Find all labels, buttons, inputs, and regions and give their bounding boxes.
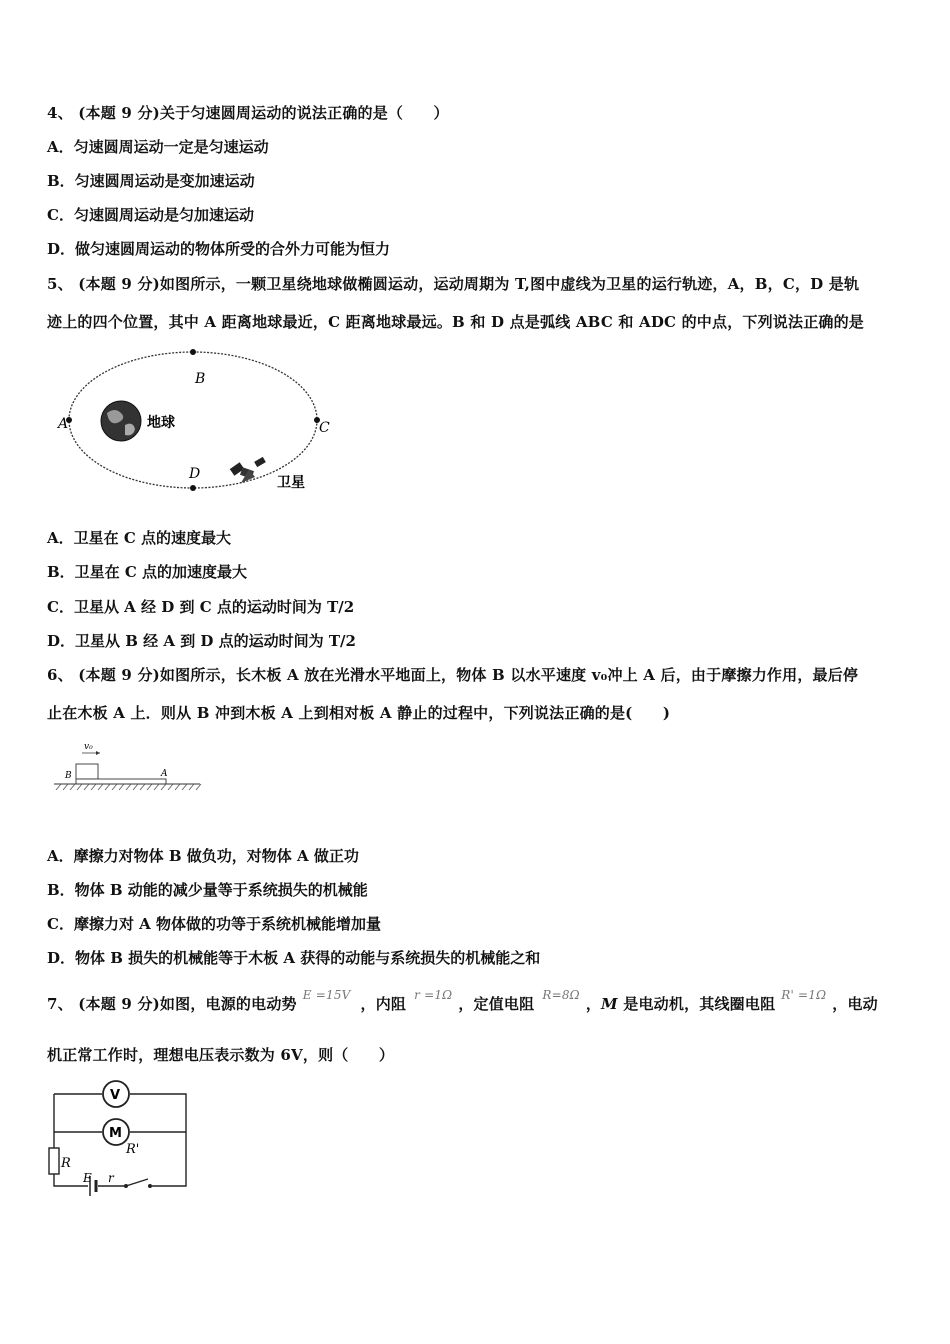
q5-stem-line1: 5、 (本题 9 分)如图所示，一颗卫星绕地球做椭圆运动，运动周期为 T,图中虚线为卫星的运行轨迹，A，B，C，D 是轨 xyxy=(47,275,860,293)
q7-text-6: ，电动 xyxy=(832,995,878,1013)
q6-option-c: C．摩擦力对 A 物体做的功等于系统机械能增加量 xyxy=(47,915,382,933)
point-d-dot xyxy=(190,485,196,491)
q6-option-a: A．摩擦力对物体 B 做负功，对物体 A 做正功 xyxy=(47,847,359,865)
label-a: A xyxy=(161,769,168,779)
v0-label: v₀ xyxy=(84,742,93,752)
label-d: D xyxy=(189,466,201,482)
q4-option-b: B．匀速圆周运动是变加速运动 xyxy=(47,172,255,190)
label-b: B xyxy=(195,371,206,387)
label-a: A xyxy=(58,416,69,432)
q5-option-d: D．卫星从 B 经 A 到 D 点的运动时间为 T/2 xyxy=(47,632,356,650)
q5-option-b: B．卫星在 C 点的加速度最大 xyxy=(47,563,248,581)
q5-stem-line2: 迹上的四个位置，其中 A 距离地球最近，C 距离地球最远。B 和 D 点是弧线 ABC 和 ADC 的中点，下列说法正确的是 xyxy=(47,313,865,331)
emf-label: E xyxy=(83,1171,92,1185)
q6-option-b: B．物体 B 动能的减少量等于系统损失的机械能 xyxy=(47,881,368,899)
label-b: B xyxy=(65,771,72,781)
q7-text-3: ，定值电阻 xyxy=(458,995,535,1013)
label-c: C xyxy=(319,420,330,436)
q6-stem-line1: 6、 (本题 9 分)如图所示，长木板 A 放在光滑水平地面上，物体 B 以水平速度 v₀冲上 A 后，由于摩擦力作用，最后停 xyxy=(47,666,859,684)
q4-option-a: A．匀速圆周运动一定是匀速运动 xyxy=(47,138,269,156)
q7-stem-line2: 机正常工作时，理想电压表示数为 6V，则（ ） xyxy=(47,1046,395,1064)
q4-stem: 4、 (本题 9 分)关于匀速圆周运动的说法正确的是（ ） xyxy=(47,104,449,122)
q4-option-d: D．做匀速圆周运动的物体所受的合外力可能为恒力 xyxy=(47,240,391,258)
voltmeter-label: V xyxy=(110,1088,121,1103)
q5-option-c: C．卫星从 A 经 D 到 C 点的运动时间为 T/2 xyxy=(47,598,355,616)
point-b-dot xyxy=(190,349,196,355)
q7-text-1: 7、 (本题 9 分)如图，电源的电动势 xyxy=(47,995,297,1013)
earth-label: 地球 xyxy=(147,415,175,431)
board-a xyxy=(76,779,166,784)
q7-eq-internal: r =1Ω xyxy=(414,988,453,1002)
block-b xyxy=(76,764,98,779)
internal-r-label: r xyxy=(108,1171,114,1185)
q5-orbit-figure xyxy=(55,345,345,495)
resistor-r xyxy=(49,1148,59,1174)
q7-text-2: ，内阻 xyxy=(360,995,407,1013)
q7-stem-line1 xyxy=(47,988,878,1014)
switch-icon xyxy=(124,1179,152,1188)
resistor-label: R xyxy=(61,1156,71,1171)
q5-option-a: A．卫星在 C 点的速度最大 xyxy=(47,529,232,547)
ground-hatch xyxy=(56,784,201,790)
q4-option-c: C．匀速圆周运动是匀加速运动 xyxy=(47,206,254,224)
q7-text-5: 是电动机，其线圈电阻 xyxy=(617,995,776,1013)
q6-stem-line2: 止在木板 A 上．则从 B 冲到木板 A 上到相对板 A 静止的过程中，下列说法正确的是( ) xyxy=(47,704,671,722)
q7-eq-emf: E =15V xyxy=(302,988,351,1002)
satellite-label: 卫星 xyxy=(277,475,305,491)
q7-eq-coil: R' =1Ω xyxy=(781,988,827,1002)
q6-option-d: D．物体 B 损失的机械能等于木板 A 获得的动能与系统损失的机械能之和 xyxy=(47,949,541,967)
r-prime-label: R' xyxy=(126,1142,140,1157)
q7-text-4: ， xyxy=(585,995,602,1013)
q6-board-figure xyxy=(52,740,204,800)
satellite-icon xyxy=(230,457,266,483)
earth-icon xyxy=(101,401,141,441)
motor-label: M xyxy=(109,1126,122,1141)
q7-circuit-figure xyxy=(46,1080,192,1196)
q7-eq-resistor: R=8Ω xyxy=(542,988,580,1002)
q7-m-symbol: M xyxy=(601,995,618,1013)
voltmeter-icon xyxy=(103,1081,129,1107)
